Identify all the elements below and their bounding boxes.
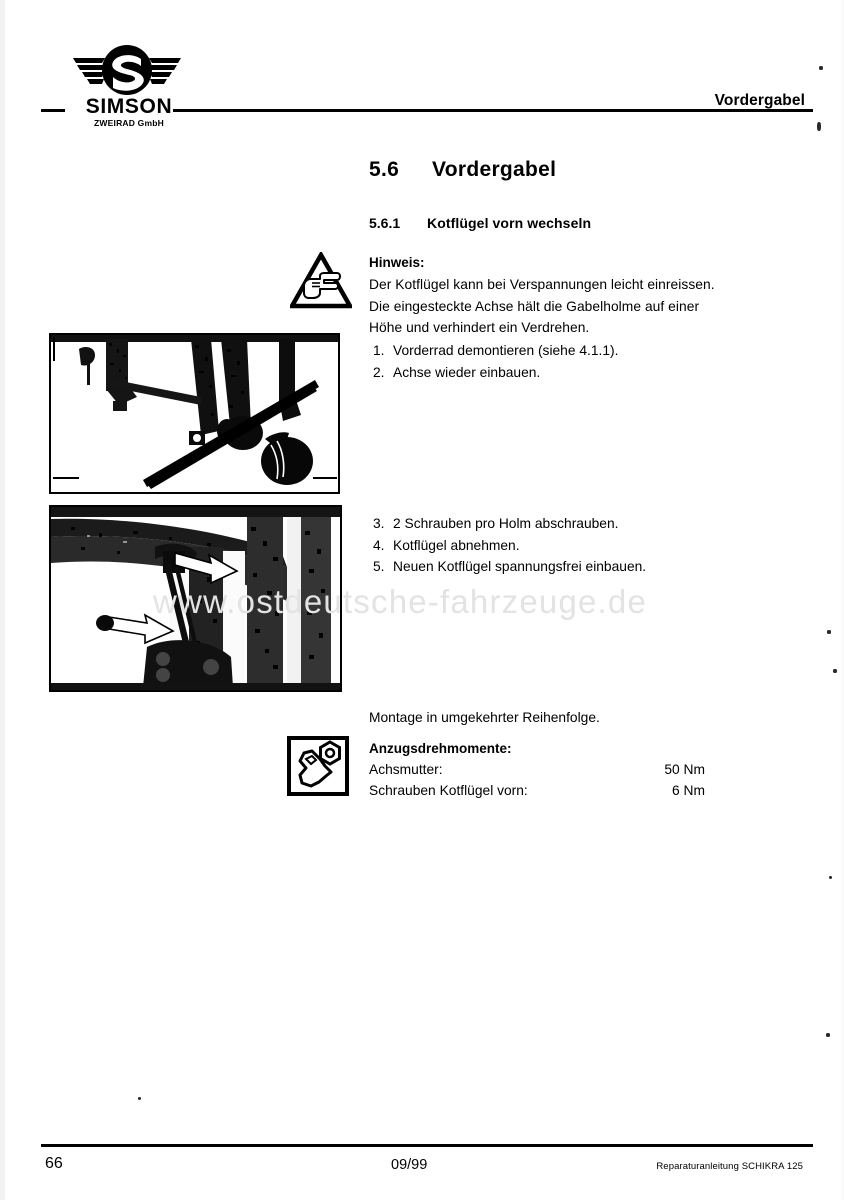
assembly-note: Montage in umgekehrter Reihenfolge.	[369, 710, 600, 725]
note-line: Der Kotflügel kann bei Verspannungen leicht einreissen.	[369, 277, 715, 292]
list-item-text: 2 Schrauben pro Holm abschrauben.	[393, 516, 619, 531]
procedure-steps-second	[373, 513, 773, 578]
note-line: Höhe und verhindert ein Verdrehen.	[369, 320, 590, 335]
list-item-number: 1.	[373, 343, 385, 358]
site-watermark: www.ostdeutsche-fahrzeuge.de	[153, 583, 648, 620]
footer-date: 09/99	[391, 1157, 428, 1173]
scan-artifact	[829, 876, 832, 879]
footer-divider-rule	[41, 1144, 813, 1147]
table-row	[369, 759, 705, 780]
list-item-text: Achse wieder einbauen.	[393, 364, 541, 380]
list-item-number: 4.	[373, 537, 385, 553]
list-item	[373, 513, 773, 535]
torque-label: Schrauben Kotflügel vorn:	[369, 783, 528, 798]
scan-artifact	[826, 1033, 830, 1037]
list-item	[373, 535, 773, 557]
note-line: Die eingesteckte Achse hält die Gabelholme auf einer	[369, 298, 700, 314]
list-item	[373, 556, 773, 578]
subsection-number: 5.6.1	[369, 215, 401, 231]
simson-wordmark: SIMSON	[85, 95, 173, 118]
list-item-text: Vorderrad demontieren (siehe 4.1.1).	[393, 343, 619, 358]
simson-winged-s-emblem-icon	[71, 44, 183, 96]
scan-artifact	[827, 630, 831, 634]
torque-table-title: Anzugsdrehmomente:	[369, 741, 512, 756]
list-item-number: 2.	[373, 364, 385, 380]
front-fender-mounting-photo	[49, 505, 342, 692]
list-item	[373, 340, 773, 362]
note-block	[369, 252, 799, 339]
footer-reference: Reparaturanleitung SCHIKRA 125	[656, 1161, 803, 1172]
subsection-title: Kotflügel vorn wechseln	[427, 215, 592, 231]
scan-artifact	[138, 1097, 141, 1100]
simson-subtitle: ZWEIRAD GmbH	[94, 118, 164, 128]
list-item-number: 3.	[373, 516, 385, 531]
list-item-text: Neuen Kotflügel spannungsfrei einbauen.	[393, 559, 647, 574]
simson-logo	[71, 44, 183, 134]
scan-artifact	[833, 669, 837, 673]
scan-artifact	[817, 122, 821, 131]
scan-artifact	[819, 66, 823, 70]
torque-spec-table	[369, 738, 705, 801]
section-title: Vordergabel	[432, 158, 557, 181]
procedure-steps-first	[373, 340, 773, 383]
list-item-text: Kotflügel abnehmen.	[393, 537, 520, 553]
header-left-dash	[43, 109, 65, 112]
section-number: 5.6	[369, 158, 400, 181]
list-item	[373, 362, 773, 384]
torque-value: 6 Nm	[672, 783, 705, 798]
wrench-and-nut-icon	[286, 735, 350, 797]
note-label: Hinweis:	[369, 255, 425, 270]
list-item-number: 5.	[373, 559, 385, 574]
page-number: 66	[45, 1155, 63, 1172]
torque-label: Achsmutter:	[369, 762, 443, 777]
warning-triangle-pointing-hand-icon	[290, 252, 352, 310]
table-row	[369, 780, 705, 801]
running-head-title: Vordergabel	[714, 92, 805, 109]
front-fork-axle-photo	[49, 333, 340, 494]
torque-value: 50 Nm	[664, 762, 705, 777]
